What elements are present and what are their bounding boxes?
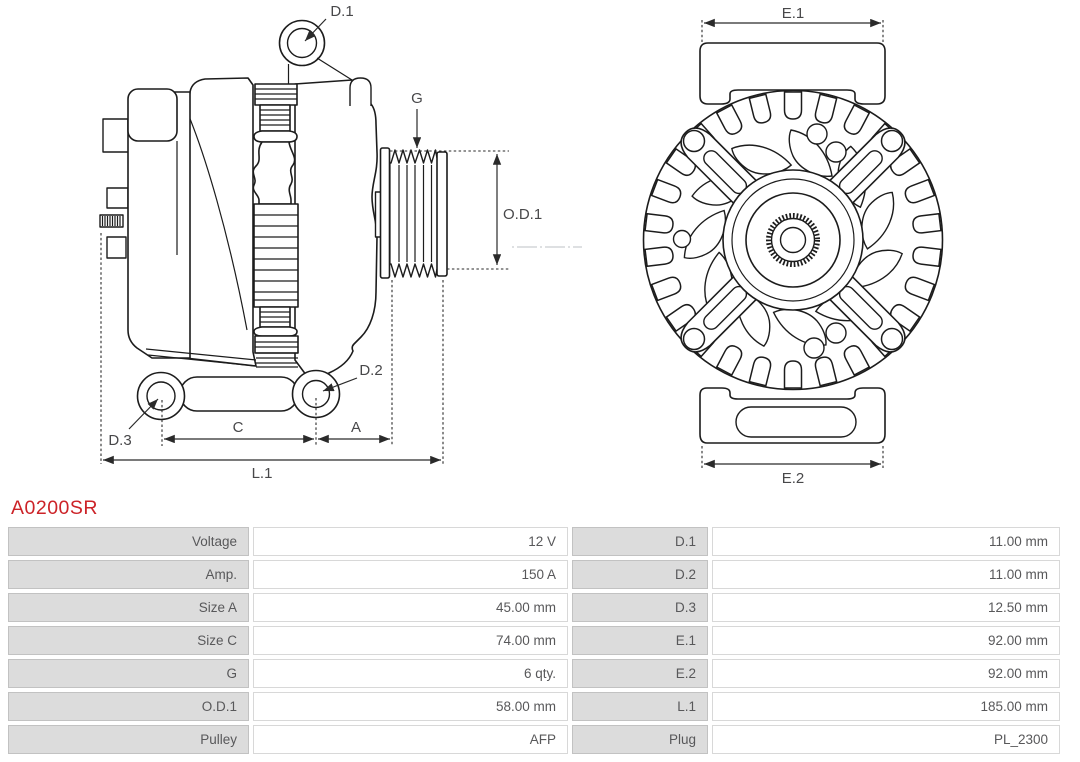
spec-value-g: 6 qty. xyxy=(253,659,568,688)
housing-hole xyxy=(674,231,691,248)
spec-value-size-c: 74.00 mm xyxy=(253,626,568,655)
spec-value-l1: 185.00 mm xyxy=(712,692,1060,721)
dim-label-l1: L.1 xyxy=(251,465,273,482)
spec-label-d3: D.3 xyxy=(572,593,708,622)
spec-value-plug: PL_2300 xyxy=(712,725,1060,754)
housing-hole xyxy=(826,323,846,343)
dim-e2 xyxy=(702,446,883,487)
spec-label-voltage: Voltage xyxy=(8,527,249,556)
table-row xyxy=(8,626,1060,655)
spec-value-od1: 58.00 mm xyxy=(253,692,568,721)
spec-value-d1: 11.00 mm xyxy=(712,527,1060,556)
spec-label-e1: E.1 xyxy=(572,626,708,655)
dim-e1 xyxy=(702,5,883,42)
spec-label-d2: D.2 xyxy=(572,560,708,589)
alternator-side-view xyxy=(100,3,582,482)
alternator-front-view xyxy=(644,5,943,487)
spec-value-size-a: 45.00 mm xyxy=(253,593,568,622)
spec-value-pulley: AFP xyxy=(253,725,568,754)
table-row xyxy=(8,527,1060,556)
dim-label-e1: E.1 xyxy=(781,5,805,22)
table-row xyxy=(8,560,1060,589)
spec-value-d2: 11.00 mm xyxy=(712,560,1060,589)
dim-label-g: G xyxy=(411,90,423,107)
spec-label-g: G xyxy=(8,659,249,688)
dim-label-a: A xyxy=(350,419,362,436)
spec-label-plug: Plug xyxy=(572,725,708,754)
spec-table xyxy=(8,527,1060,758)
spec-label-size-a: Size A xyxy=(8,593,249,622)
spec-label-d1: D.1 xyxy=(572,527,708,556)
housing-hole xyxy=(826,142,846,162)
dim-label-c: C xyxy=(232,419,244,436)
spec-value-d3: 12.50 mm xyxy=(712,593,1060,622)
dim-label-od1: O.D.1 xyxy=(503,206,543,223)
part-number: A0200SR xyxy=(11,497,98,519)
housing-hole xyxy=(807,124,827,144)
housing-hole xyxy=(804,338,824,358)
table-row xyxy=(8,593,1060,622)
dim-label-d2: D.2 xyxy=(359,362,383,379)
spec-value-e1: 92.00 mm xyxy=(712,626,1060,655)
table-row xyxy=(8,692,1060,721)
spec-label-l1: L.1 xyxy=(572,692,708,721)
table-row xyxy=(8,725,1060,754)
dim-od1 xyxy=(390,151,542,269)
spec-label-amp: Amp. xyxy=(8,560,249,589)
spec-value-e2: 92.00 mm xyxy=(712,659,1060,688)
spec-value-amp: 150 A xyxy=(253,560,568,589)
dim-g xyxy=(411,90,423,148)
dim-label-d1: D.1 xyxy=(330,3,354,20)
spec-label-e2: E.2 xyxy=(572,659,708,688)
spec-label-size-c: Size C xyxy=(8,626,249,655)
spec-value-voltage: 12 V xyxy=(253,527,568,556)
dim-label-e2: E.2 xyxy=(781,470,805,487)
table-row xyxy=(8,659,1060,688)
dim-label-d3: D.3 xyxy=(108,432,132,449)
dim-d3 xyxy=(108,399,158,449)
spec-label-od1: O.D.1 xyxy=(8,692,249,721)
spec-label-pulley: Pulley xyxy=(8,725,249,754)
